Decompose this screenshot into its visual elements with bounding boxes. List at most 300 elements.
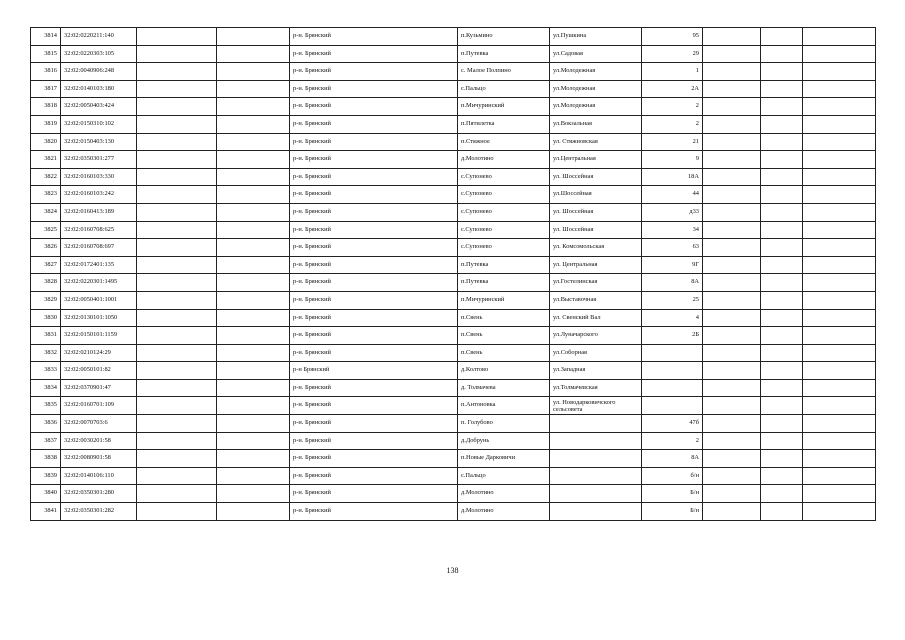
cadastral-number-cell: 32:02:0080901:58 <box>61 450 137 468</box>
cadastral-number-cell: 32:02:0172401:135 <box>61 256 137 274</box>
row-number-cell: 3829 <box>31 291 61 309</box>
empty-cell <box>217 151 290 169</box>
table-row <box>31 221 876 239</box>
empty-cell <box>703 274 761 292</box>
row-number-cell: 3827 <box>31 256 61 274</box>
row-number-cell: 3819 <box>31 115 61 133</box>
row-number-cell: 3835 <box>31 397 61 415</box>
row-number-cell: 3830 <box>31 309 61 327</box>
row-number-cell: 3826 <box>31 239 61 257</box>
empty-cell <box>137 327 217 345</box>
empty-cell <box>803 256 876 274</box>
empty-cell <box>137 151 217 169</box>
district-cell: р-н. Брянский <box>290 98 458 116</box>
empty-cell <box>703 309 761 327</box>
table-row <box>31 327 876 345</box>
empty-cell <box>761 203 803 221</box>
empty-cell <box>761 133 803 151</box>
cadastral-number-cell: 32:02:0160103:330 <box>61 168 137 186</box>
row-number-cell: 3834 <box>31 379 61 397</box>
street-cell: ул.Западная <box>550 362 642 380</box>
cadastral-number-cell: 32:02:0150310:102 <box>61 115 137 133</box>
table-row <box>31 503 876 521</box>
empty-cell <box>137 432 217 450</box>
row-number-cell: 3836 <box>31 415 61 433</box>
locality-cell: п.Мичуринский <box>458 291 550 309</box>
empty-cell <box>703 98 761 116</box>
empty-cell <box>761 115 803 133</box>
cadastral-number-cell: 32:02:0350301:282 <box>61 503 137 521</box>
empty-cell <box>761 256 803 274</box>
district-cell: р-н. Брянский <box>290 485 458 503</box>
empty-cell <box>137 98 217 116</box>
locality-cell: п.Кузьмино <box>458 28 550 46</box>
street-cell: ул.Соборная <box>550 344 642 362</box>
locality-cell: д.Молотино <box>458 151 550 169</box>
district-cell: р-н. Брянский <box>290 415 458 433</box>
empty-cell <box>803 485 876 503</box>
locality-cell: п.Новые Дарковичи <box>458 450 550 468</box>
empty-cell <box>217 115 290 133</box>
empty-cell <box>703 362 761 380</box>
empty-cell <box>803 63 876 81</box>
house-number-cell: 47б <box>642 415 703 433</box>
house-number-cell <box>642 397 703 415</box>
empty-cell <box>703 239 761 257</box>
district-cell: р-н. Брянский <box>290 503 458 521</box>
empty-cell <box>217 203 290 221</box>
locality-cell: с.Пальцо <box>458 467 550 485</box>
table-row <box>31 450 876 468</box>
empty-cell <box>217 186 290 204</box>
empty-cell <box>703 432 761 450</box>
cadastral-number-cell: 32:02:0220301:1495 <box>61 274 137 292</box>
empty-cell <box>761 186 803 204</box>
empty-cell <box>217 256 290 274</box>
empty-cell <box>137 309 217 327</box>
row-number-cell: 3832 <box>31 344 61 362</box>
street-cell: ул.Центральная <box>550 151 642 169</box>
district-cell: р-н. Брянский <box>290 28 458 46</box>
empty-cell <box>703 151 761 169</box>
house-number-cell: Б/н <box>642 485 703 503</box>
empty-cell <box>803 80 876 98</box>
row-number-cell: 3839 <box>31 467 61 485</box>
cadastral-number-cell: 32:02:0160708:625 <box>61 221 137 239</box>
empty-cell <box>761 432 803 450</box>
district-cell: р-н. Брянский <box>290 133 458 151</box>
empty-cell <box>217 327 290 345</box>
empty-cell <box>217 98 290 116</box>
empty-cell <box>803 379 876 397</box>
cadastral-number-cell: 32:02:0030201:58 <box>61 432 137 450</box>
empty-cell <box>803 327 876 345</box>
district-cell: р-н. Брянский <box>290 239 458 257</box>
empty-cell <box>137 503 217 521</box>
empty-cell <box>703 168 761 186</box>
cadastral-number-cell: 32:02:0220303:105 <box>61 45 137 63</box>
street-cell: ул. Новодарковичского сельсовета <box>550 397 642 415</box>
locality-cell: п.Путевка <box>458 274 550 292</box>
empty-cell <box>761 503 803 521</box>
street-cell: ул.Молодежная <box>550 63 642 81</box>
street-cell: ул. Свенский Вал <box>550 309 642 327</box>
house-number-cell: 44 <box>642 186 703 204</box>
table-row <box>31 344 876 362</box>
locality-cell: с.Пальцо <box>458 80 550 98</box>
empty-cell <box>803 274 876 292</box>
cadastral-number-cell: 32:02:0130101:1050 <box>61 309 137 327</box>
empty-cell <box>803 45 876 63</box>
locality-cell: д.Молотино <box>458 485 550 503</box>
empty-cell <box>217 221 290 239</box>
cadastral-number-cell: 32:02:0050403:424 <box>61 98 137 116</box>
empty-cell <box>217 80 290 98</box>
empty-cell <box>761 45 803 63</box>
empty-cell <box>217 503 290 521</box>
house-number-cell: 2А <box>642 80 703 98</box>
empty-cell <box>217 450 290 468</box>
district-cell: р-н. Брянский <box>290 344 458 362</box>
house-number-cell: 18А <box>642 168 703 186</box>
empty-cell <box>217 274 290 292</box>
table-row <box>31 133 876 151</box>
street-cell: ул. Шоссейная <box>550 168 642 186</box>
locality-cell: п.Путевка <box>458 45 550 63</box>
empty-cell <box>703 327 761 345</box>
cadastral-number-cell: 32:02:0070703:6 <box>61 415 137 433</box>
locality-cell: д. Толмачева <box>458 379 550 397</box>
empty-cell <box>761 239 803 257</box>
empty-cell <box>703 485 761 503</box>
empty-cell <box>803 503 876 521</box>
district-cell: р-н. Брянский <box>290 327 458 345</box>
empty-cell <box>803 28 876 46</box>
empty-cell <box>761 98 803 116</box>
row-number-cell: 3828 <box>31 274 61 292</box>
empty-cell <box>761 415 803 433</box>
empty-cell <box>137 467 217 485</box>
district-cell: р-н. Брянский <box>290 63 458 81</box>
table-row <box>31 485 876 503</box>
empty-cell <box>703 115 761 133</box>
street-cell: ул.Выставочная <box>550 291 642 309</box>
house-number-cell: 2Б <box>642 327 703 345</box>
empty-cell <box>761 274 803 292</box>
empty-cell <box>137 133 217 151</box>
row-number-cell: 3814 <box>31 28 61 46</box>
house-number-cell: 2 <box>642 98 703 116</box>
empty-cell <box>217 344 290 362</box>
empty-cell <box>217 133 290 151</box>
empty-cell <box>803 168 876 186</box>
empty-cell <box>217 379 290 397</box>
house-number-cell: 63 <box>642 239 703 257</box>
row-number-cell: 3823 <box>31 186 61 204</box>
street-cell: ул. Центральная <box>550 256 642 274</box>
registry-rows <box>31 28 876 521</box>
house-number-cell: 1 <box>642 63 703 81</box>
locality-cell: п.Свень <box>458 344 550 362</box>
cadastral-number-cell: 32:02:0140106:110 <box>61 467 137 485</box>
empty-cell <box>761 309 803 327</box>
empty-cell <box>761 379 803 397</box>
row-number-cell: 3837 <box>31 432 61 450</box>
table-row <box>31 397 876 415</box>
empty-cell <box>137 379 217 397</box>
empty-cell <box>217 28 290 46</box>
locality-cell: д.Добрунь <box>458 432 550 450</box>
empty-cell <box>761 397 803 415</box>
empty-cell <box>803 344 876 362</box>
empty-cell <box>703 28 761 46</box>
cadastral-number-cell: 32:02:0160708:697 <box>61 239 137 257</box>
empty-cell <box>137 485 217 503</box>
cadastral-number-cell: 32:02:0350301:277 <box>61 151 137 169</box>
empty-cell <box>803 450 876 468</box>
house-number-cell: 8А <box>642 450 703 468</box>
empty-cell <box>761 151 803 169</box>
table-row <box>31 28 876 46</box>
empty-cell <box>137 256 217 274</box>
house-number-cell: д33 <box>642 203 703 221</box>
row-number-cell: 3840 <box>31 485 61 503</box>
empty-cell <box>137 450 217 468</box>
street-cell: ул.Вокзальная <box>550 115 642 133</box>
district-cell: р-н. Брянский <box>290 291 458 309</box>
locality-cell: д.Колтово <box>458 362 550 380</box>
empty-cell <box>761 28 803 46</box>
empty-cell <box>137 63 217 81</box>
empty-cell <box>137 344 217 362</box>
empty-cell <box>703 203 761 221</box>
empty-cell <box>703 256 761 274</box>
cadastral-number-cell: 32:02:0220211:140 <box>61 28 137 46</box>
house-number-cell: 2 <box>642 115 703 133</box>
locality-cell: п.Свень <box>458 309 550 327</box>
district-cell: р-н. Брянский <box>290 274 458 292</box>
cadastral-number-cell: 32:02:0370901:47 <box>61 379 137 397</box>
house-number-cell: 9 <box>642 151 703 169</box>
table-row <box>31 467 876 485</box>
empty-cell <box>217 309 290 327</box>
empty-cell <box>703 503 761 521</box>
empty-cell <box>217 432 290 450</box>
house-number-cell: 34 <box>642 221 703 239</box>
empty-cell <box>137 80 217 98</box>
street-cell: ул.Молодежная <box>550 98 642 116</box>
street-cell <box>550 467 642 485</box>
street-cell: ул. Стяжновская <box>550 133 642 151</box>
street-cell: ул.Луначарского <box>550 327 642 345</box>
locality-cell: п.Свень <box>458 327 550 345</box>
empty-cell <box>703 45 761 63</box>
locality-cell: с. Малое Полпино <box>458 63 550 81</box>
district-cell: р-н. Брянский <box>290 221 458 239</box>
street-cell <box>550 450 642 468</box>
table-row <box>31 203 876 221</box>
empty-cell <box>761 327 803 345</box>
empty-cell <box>137 168 217 186</box>
street-cell <box>550 415 642 433</box>
cadastral-number-cell: 32:02:0210124:29 <box>61 344 137 362</box>
house-number-cell: 29 <box>642 45 703 63</box>
table-row <box>31 309 876 327</box>
table-row <box>31 168 876 186</box>
registry-table <box>30 27 876 521</box>
street-cell: ул.Гостелинская <box>550 274 642 292</box>
row-number-cell: 3824 <box>31 203 61 221</box>
table-row <box>31 45 876 63</box>
cadastral-number-cell: 32:02:0050101:82 <box>61 362 137 380</box>
house-number-cell: б/н <box>642 467 703 485</box>
empty-cell <box>217 485 290 503</box>
empty-cell <box>761 467 803 485</box>
street-cell <box>550 503 642 521</box>
table-row <box>31 98 876 116</box>
empty-cell <box>803 291 876 309</box>
district-cell: р-н. Брянский <box>290 168 458 186</box>
empty-cell <box>217 45 290 63</box>
district-cell: р-н Брянский <box>290 362 458 380</box>
street-cell: ул.Пушкина <box>550 28 642 46</box>
street-cell <box>550 485 642 503</box>
empty-cell <box>761 63 803 81</box>
empty-cell <box>217 397 290 415</box>
row-number-cell: 3821 <box>31 151 61 169</box>
empty-cell <box>703 467 761 485</box>
empty-cell <box>137 115 217 133</box>
locality-cell: п.Пятилетка <box>458 115 550 133</box>
empty-cell <box>761 362 803 380</box>
cadastral-number-cell: 32:02:0040906:248 <box>61 63 137 81</box>
district-cell: р-н. Брянский <box>290 450 458 468</box>
empty-cell <box>703 291 761 309</box>
house-number-cell: 9Г <box>642 256 703 274</box>
row-number-cell: 3816 <box>31 63 61 81</box>
district-cell: р-н. Брянский <box>290 256 458 274</box>
table-row <box>31 274 876 292</box>
cadastral-number-cell: 32:02:0160701:109 <box>61 397 137 415</box>
empty-cell <box>703 415 761 433</box>
district-cell: р-н. Брянский <box>290 379 458 397</box>
street-cell: ул. Комсомольская <box>550 239 642 257</box>
house-number-cell: 4 <box>642 309 703 327</box>
house-number-cell <box>642 379 703 397</box>
empty-cell <box>803 221 876 239</box>
empty-cell <box>217 239 290 257</box>
house-number-cell: Б/н <box>642 503 703 521</box>
empty-cell <box>703 344 761 362</box>
locality-cell: с.Супонево <box>458 186 550 204</box>
district-cell: р-н. Брянский <box>290 432 458 450</box>
empty-cell <box>803 151 876 169</box>
empty-cell <box>703 379 761 397</box>
street-cell: ул. Шоссейная <box>550 203 642 221</box>
district-cell: р-н. Брянский <box>290 186 458 204</box>
table-row <box>31 256 876 274</box>
locality-cell: п.Мичуринский <box>458 98 550 116</box>
table-row <box>31 379 876 397</box>
row-number-cell: 3831 <box>31 327 61 345</box>
empty-cell <box>137 203 217 221</box>
empty-cell <box>703 63 761 81</box>
street-cell: ул.Молодежная <box>550 80 642 98</box>
locality-cell: п.Стяжное <box>458 133 550 151</box>
row-number-cell: 3820 <box>31 133 61 151</box>
empty-cell <box>803 362 876 380</box>
empty-cell <box>803 115 876 133</box>
table-row <box>31 432 876 450</box>
row-number-cell: 3817 <box>31 80 61 98</box>
empty-cell <box>803 186 876 204</box>
empty-cell <box>761 168 803 186</box>
table-row <box>31 151 876 169</box>
row-number-cell: 3822 <box>31 168 61 186</box>
district-cell: р-н. Брянский <box>290 309 458 327</box>
empty-cell <box>217 291 290 309</box>
table-row <box>31 362 876 380</box>
empty-cell <box>217 168 290 186</box>
house-number-cell: 2 <box>642 432 703 450</box>
street-cell <box>550 432 642 450</box>
empty-cell <box>803 239 876 257</box>
empty-cell <box>803 432 876 450</box>
empty-cell <box>137 186 217 204</box>
locality-cell: с.Супонево <box>458 239 550 257</box>
empty-cell <box>703 450 761 468</box>
house-number-cell <box>642 344 703 362</box>
row-number-cell: 3841 <box>31 503 61 521</box>
house-number-cell: 95 <box>642 28 703 46</box>
empty-cell <box>761 291 803 309</box>
empty-cell <box>761 221 803 239</box>
empty-cell <box>803 397 876 415</box>
cadastral-number-cell: 32:02:0140103:180 <box>61 80 137 98</box>
cadastral-number-cell: 32:02:0050401:1001 <box>61 291 137 309</box>
locality-cell: с.Супонево <box>458 203 550 221</box>
empty-cell <box>703 221 761 239</box>
empty-cell <box>803 98 876 116</box>
empty-cell <box>137 221 217 239</box>
cadastral-number-cell: 32:02:0160103:242 <box>61 186 137 204</box>
locality-cell: п.Антоновка <box>458 397 550 415</box>
empty-cell <box>803 415 876 433</box>
empty-cell <box>703 133 761 151</box>
table-row <box>31 186 876 204</box>
district-cell: р-н. Брянский <box>290 203 458 221</box>
district-cell: р-н. Брянский <box>290 467 458 485</box>
empty-cell <box>703 80 761 98</box>
cadastral-number-cell: 32:02:0160413:189 <box>61 203 137 221</box>
house-number-cell: 8А <box>642 274 703 292</box>
empty-cell <box>137 28 217 46</box>
row-number-cell: 3833 <box>31 362 61 380</box>
locality-cell: п.Путевка <box>458 256 550 274</box>
locality-cell: п. Голубово <box>458 415 550 433</box>
house-number-cell <box>642 362 703 380</box>
empty-cell <box>761 80 803 98</box>
empty-cell <box>217 63 290 81</box>
row-number-cell: 3825 <box>31 221 61 239</box>
empty-cell <box>803 467 876 485</box>
locality-cell: д.Молотино <box>458 503 550 521</box>
locality-cell: с.Супонево <box>458 168 550 186</box>
cadastral-number-cell: 32:02:0350301:280 <box>61 485 137 503</box>
row-number-cell: 3838 <box>31 450 61 468</box>
street-cell: ул.Садовая <box>550 45 642 63</box>
cadastral-number-cell: 32:02:0150403:130 <box>61 133 137 151</box>
